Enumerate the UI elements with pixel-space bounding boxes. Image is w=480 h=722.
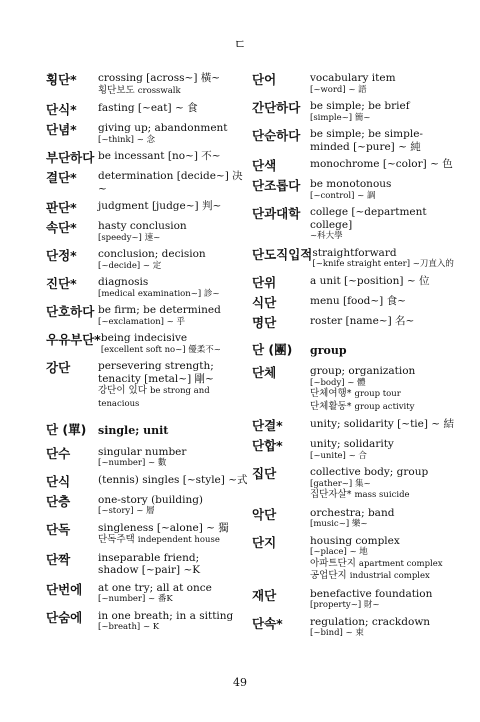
- entry-headword: 단순하다: [252, 128, 301, 143]
- entry-headword: 강단: [46, 360, 71, 375]
- example-korean: 집단자살*: [310, 489, 352, 500]
- definition-line: be monotonous: [310, 178, 392, 190]
- definition-line: collective body; group: [310, 466, 429, 478]
- entry-definition: [98, 494, 248, 517]
- entry-definition: [98, 220, 248, 243]
- etymology-note: [~think] ~ 念: [98, 134, 156, 145]
- definition-line: singleness [~alone] ~ 獨: [98, 521, 229, 534]
- entry-definition: [310, 535, 464, 583]
- dictionary-entry: [46, 220, 248, 243]
- definition-line: persevering strength;: [98, 360, 214, 372]
- entry-definition: [310, 616, 464, 639]
- usage-example: [310, 388, 464, 401]
- definition-line: benefactive foundation: [310, 587, 433, 600]
- dictionary-entry: [46, 248, 248, 271]
- definition-line: hasty conclusion: [98, 220, 187, 232]
- usage-example: [310, 489, 464, 502]
- entry-headword: 단식*: [46, 102, 77, 117]
- definition-line: monochrome [~color] ~ 色: [310, 158, 453, 170]
- example-english: group activity: [354, 401, 415, 412]
- entry-definition: [310, 100, 464, 123]
- example-english: crosswalk: [137, 85, 181, 96]
- example-korean: 단체활동*: [310, 400, 352, 412]
- definition-line: straightforward: [312, 246, 397, 259]
- example-korean: 강단이 있다: [98, 385, 147, 396]
- section-heading: [252, 342, 464, 358]
- definition-line: vocabulary item: [310, 72, 396, 84]
- definition-line: judgment [judge~] 判~: [98, 200, 222, 212]
- entry-headword: 단도직입적: [252, 246, 313, 262]
- dictionary-entry: [252, 178, 464, 201]
- entry-headword: 단어: [252, 72, 277, 87]
- entry-definition: [310, 365, 464, 413]
- entry-definition: [98, 200, 248, 213]
- entry-headword: 단조롭다: [252, 178, 301, 193]
- entry-definition: [312, 247, 464, 270]
- usage-example: [98, 534, 248, 547]
- entry-definition: [98, 304, 248, 327]
- entry-definition: [310, 588, 464, 611]
- definition-line: at one try; all at once: [98, 581, 212, 594]
- page-number: 49: [233, 676, 247, 689]
- entry-definition: [98, 248, 248, 271]
- dictionary-entry: [46, 474, 248, 489]
- definition-line: giving up; abandonment: [98, 122, 228, 134]
- entry-definition: [310, 206, 464, 242]
- etymology-note: [~decide] ~ 定: [98, 260, 162, 271]
- section-heading: [46, 422, 248, 438]
- entry-headword: 단수: [46, 445, 71, 461]
- dictionary-entry: [46, 360, 248, 410]
- dictionary-entry: [252, 438, 464, 461]
- entry-definition: [98, 610, 248, 633]
- etymology-note: [~word] ~ 語: [310, 84, 367, 95]
- definition-line: unity; solidarity [~tie] ~ 結: [310, 418, 454, 430]
- entry-definition: [310, 275, 464, 288]
- entry-headword: 재단: [252, 587, 277, 603]
- example-korean: 단체여행*: [310, 388, 352, 399]
- etymology-note: [~story] ~ 層: [98, 506, 155, 516]
- entry-definition: [98, 150, 248, 163]
- entry-headword: 단정*: [46, 248, 77, 263]
- example-english: apartment complex: [358, 558, 443, 569]
- entry-headword: 단결*: [252, 418, 283, 433]
- dictionary-entry: [252, 128, 464, 153]
- section-headword: 단 (團): [252, 341, 293, 357]
- definition-line: (tennis) singles [~style] ~式: [98, 473, 248, 486]
- entry-definition: [310, 158, 464, 171]
- etymology-note: [~knife straight enter] ~刀直入的: [312, 259, 454, 269]
- entry-definition: [98, 102, 248, 115]
- entry-definition: [98, 582, 248, 605]
- definition-line: college [~department college]: [310, 206, 427, 231]
- entry-headword: 결단*: [46, 170, 77, 185]
- dictionary-entry: [46, 610, 248, 633]
- etymology-note: [~exclamation] ~ 乎: [98, 316, 186, 327]
- example-korean: 아파트단지: [310, 557, 356, 569]
- dictionary-entry: [46, 304, 248, 327]
- definition-line: one-story (building): [98, 493, 204, 506]
- entry-definition: [310, 72, 464, 95]
- etymology-note: [simple~] 簡~: [310, 112, 371, 123]
- right-column: [252, 72, 464, 644]
- dictionary-entry: [46, 276, 248, 299]
- example-english: industrial complex: [349, 571, 430, 581]
- entry-headword: 속단*: [46, 220, 77, 235]
- etymology-note: [~number] ~ 番K: [98, 594, 173, 604]
- etymology-note: [speedy~] 速~: [98, 232, 161, 243]
- etymology-note: [property~] 財~: [310, 600, 380, 610]
- etymology-note: [gather~] 集~: [310, 478, 371, 489]
- entry-headword: 단숨에: [46, 609, 83, 625]
- entry-headword: 식단: [252, 294, 277, 310]
- entry-headword: 단합*: [252, 438, 283, 453]
- entry-definition: [310, 315, 464, 328]
- definition-line: diagnosis: [98, 276, 149, 288]
- etymology-note: [~unite] ~ 合: [310, 450, 367, 461]
- section-title: group: [310, 343, 347, 357]
- dictionary-entry: [46, 522, 248, 547]
- dictionary-entry: [252, 295, 464, 310]
- dictionary-entry: [252, 275, 464, 290]
- entry-definition: [98, 474, 248, 487]
- left-column: [46, 72, 248, 638]
- usage-example: [98, 85, 248, 98]
- definition-line: determination [decide~] 决~: [98, 170, 243, 195]
- definition-line: menu [food~] 食~: [310, 294, 406, 307]
- entry-definition: [98, 446, 248, 469]
- dictionary-entry: [252, 100, 464, 123]
- usage-example: [98, 385, 248, 410]
- entry-headword: 단체: [252, 365, 277, 380]
- dictionary-entry: [252, 588, 464, 611]
- example-korean: 횡단보도: [98, 84, 135, 96]
- page-header-letter: ㄷ: [233, 38, 247, 53]
- etymology-note: [excellent soft no~] 優柔不~: [100, 344, 221, 355]
- example-english: mass suicide: [354, 490, 410, 500]
- entry-definition: [98, 170, 248, 195]
- example-english: be strong and tenacious: [98, 386, 210, 409]
- dictionary-entry: [252, 206, 464, 242]
- entry-headword: 우유부단*: [46, 332, 101, 347]
- dictionary-entry: [46, 200, 248, 215]
- etymology-note: [~place] ~ 地: [310, 547, 368, 557]
- entry-definition: [98, 552, 248, 577]
- definition-line: inseparable friend;: [98, 551, 200, 564]
- entry-headword: 명단: [252, 314, 277, 330]
- definition-line: fasting [~eat] ~ 食: [98, 102, 198, 114]
- dictionary-entry: [46, 170, 248, 195]
- entry-headword: 단식: [46, 473, 71, 489]
- dictionary-entry: [46, 582, 248, 605]
- definition-line: be incessant [no~] 不~: [98, 150, 221, 162]
- dictionary-entry: [252, 158, 464, 173]
- etymology-note: [~body] ~ 體: [310, 377, 366, 388]
- usage-example: [310, 558, 464, 571]
- definition-line: crossing [across~] 橫~: [98, 72, 221, 84]
- definition-line: conclusion; decision: [98, 248, 206, 260]
- entry-headword: 단독: [46, 521, 71, 537]
- definition-line: in one breath; in a sitting: [98, 609, 234, 622]
- dictionary-entry: [252, 72, 464, 95]
- section-headword: 단 (單): [46, 422, 87, 437]
- entry-definition: [98, 360, 248, 410]
- usage-example: [310, 570, 464, 583]
- example-korean: 단독주택: [98, 534, 135, 545]
- definition-line: unity; solidarity: [310, 438, 394, 450]
- definition-line: tenacity [metal~] 剛~: [98, 372, 214, 385]
- dictionary-entry: [46, 150, 248, 165]
- entry-headword: 간단하다: [252, 100, 301, 115]
- entry-headword: 단과대학: [252, 206, 301, 221]
- definition-line: orchestra; band: [310, 506, 395, 519]
- entry-definition: [310, 128, 464, 153]
- dictionary-entry: [46, 494, 248, 517]
- entry-headword: 횡단*: [46, 72, 77, 87]
- dictionary-entry: [46, 122, 248, 145]
- entry-definition: [310, 438, 464, 461]
- definition-line: be firm; be determined: [98, 304, 221, 316]
- example-korean: 공업단지: [310, 570, 347, 581]
- entry-headword: 부단하다: [46, 150, 95, 165]
- entry-definition: [310, 466, 464, 502]
- dictionary-entry: [252, 616, 464, 639]
- entry-headword: 단짝: [46, 551, 71, 567]
- dictionary-entry: [46, 72, 248, 97]
- etymology-note: [~breath] ~ K: [98, 622, 160, 632]
- entry-headword: 단지: [252, 534, 277, 550]
- example-english: group tour: [354, 389, 401, 399]
- dictionary-entry: [252, 247, 464, 270]
- entry-headword: 단념*: [46, 122, 77, 137]
- entry-definition: [310, 178, 464, 201]
- etymology-note: [~number] ~ 數: [98, 458, 167, 468]
- entry-definition: [98, 72, 248, 97]
- entry-definition: [98, 276, 248, 299]
- definition-line: a unit [~position] ~ 位: [310, 274, 430, 287]
- definition-line: be simple; be simple-: [310, 128, 423, 140]
- usage-example: [310, 401, 464, 414]
- dictionary-entry: [46, 102, 248, 117]
- definition-line: minded [~pure] ~ 純: [310, 140, 421, 153]
- section-title: single; unit: [98, 424, 169, 437]
- dictionary-entry: [46, 446, 248, 469]
- dictionary-entry: [252, 507, 464, 530]
- definition-line: being indecisive: [100, 332, 188, 344]
- entry-headword: 단층: [46, 493, 71, 509]
- entry-definition: [98, 122, 248, 145]
- etymology-note: ~科大學: [310, 231, 343, 241]
- entry-definition: [310, 295, 464, 308]
- dictionary-entry: [46, 332, 248, 355]
- definition-line: shadow [~pair] ~K: [98, 564, 201, 576]
- example-english: independent house: [137, 535, 220, 545]
- entry-definition: [101, 332, 248, 355]
- entry-headword: 단속*: [252, 615, 283, 631]
- etymology-note: [~bind] ~ 束: [310, 628, 364, 638]
- entry-headword: 판단*: [46, 200, 77, 215]
- dictionary-entry: [252, 535, 464, 583]
- entry-headword: 단색: [252, 158, 277, 173]
- entry-definition: [310, 418, 464, 431]
- dictionary-entry: [252, 365, 464, 413]
- entry-headword: 악단: [252, 506, 277, 522]
- definition-line: be simple; be brief: [310, 100, 410, 112]
- dictionary-entry: [252, 315, 464, 330]
- etymology-note: [medical examination~] 診~: [98, 288, 220, 299]
- definition-line: singular number: [98, 445, 187, 458]
- definition-line: housing complex: [310, 534, 400, 547]
- definition-line: roster [name~] 名~: [310, 314, 415, 327]
- dictionary-entry: [46, 552, 248, 577]
- definition-line: regulation; crackdown: [310, 615, 431, 628]
- dictionary-entry: [252, 418, 464, 433]
- entry-headword: 단호하다: [46, 304, 95, 319]
- definition-line: group; organization: [310, 365, 416, 377]
- etymology-note: [~control] ~ 調: [310, 190, 376, 201]
- dictionary-entry: [252, 466, 464, 502]
- entry-definition: [98, 522, 248, 547]
- entry-headword: 집단: [252, 466, 277, 481]
- entry-headword: 진단*: [46, 276, 77, 291]
- etymology-note: [music~] 樂~: [310, 519, 368, 529]
- entry-headword: 단위: [252, 274, 277, 290]
- entry-definition: [310, 507, 464, 530]
- entry-headword: 단번에: [46, 581, 83, 597]
